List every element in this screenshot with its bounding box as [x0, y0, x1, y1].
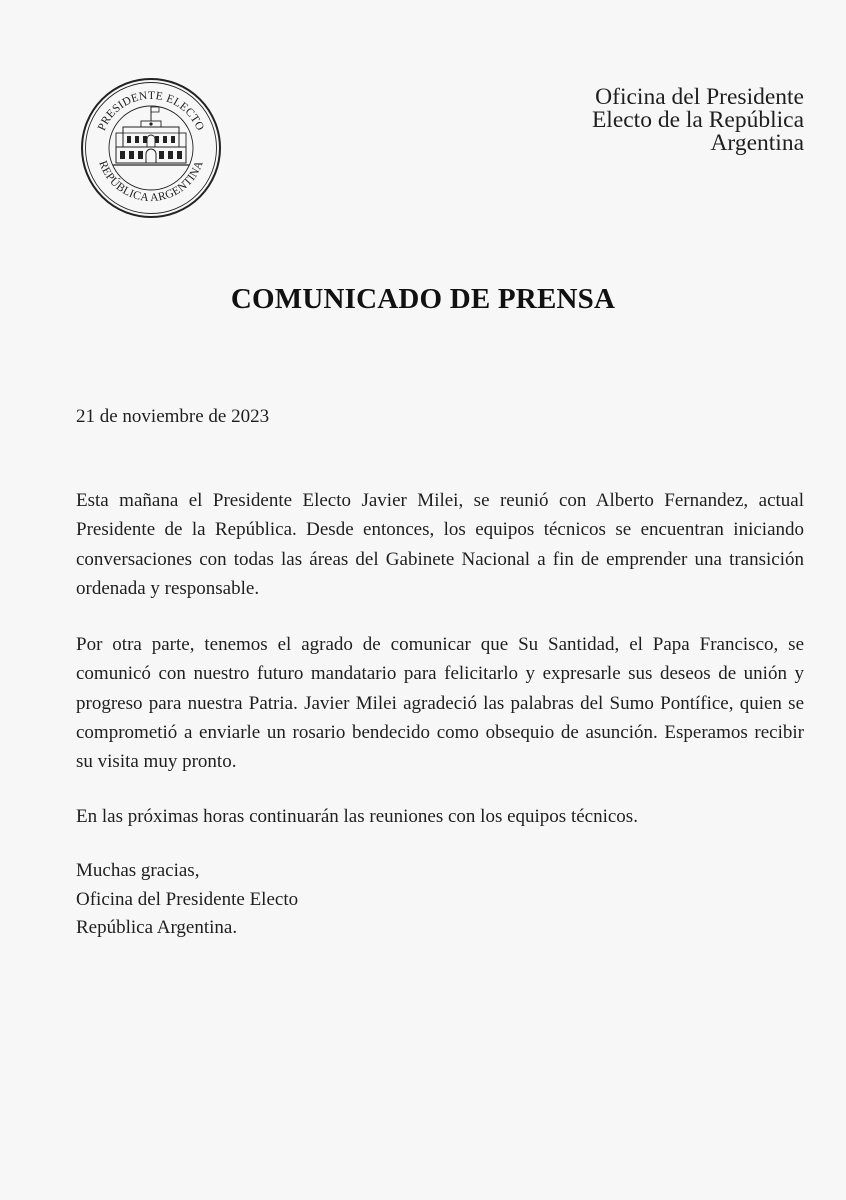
office-heading-line-3: Argentina [710, 130, 804, 156]
closing-line-3: República Argentina. [76, 917, 238, 938]
paragraph-3: En las próximas horas continuarán las reuniones con los equipos técnicos. [76, 806, 638, 827]
paragraph-1: Esta mañana el Presidente Electo Javier Milei, se reunió con Alberto Fernandez, actual Presidente de la República. Desde entonces, los equipos técnicos se encuentran iniciando conversaciones con todas las áreas del Gabinete Nacional a fin de emprender una transición ordenada y responsable. [76, 490, 804, 599]
presidential-seal [80, 77, 222, 219]
seal-text-top: PRESIDENTE ELECTO [95, 89, 207, 133]
closing-signature [76, 857, 298, 943]
document-title: COMUNICADO DE PRENSA [230, 283, 616, 315]
office-heading-line-2: Electo de la República [591, 107, 804, 133]
seal-emblem-icon [80, 77, 222, 219]
office-heading [484, 86, 804, 155]
closing-line-1: Muchas gracias, [76, 860, 200, 881]
closing-line-2: Oficina del Presidente Electo [76, 888, 299, 910]
office-heading-line-1: Oficina del Presidente [595, 84, 804, 110]
seal-text-bottom: REPÚBLICA ARGENTINA [96, 159, 206, 205]
paragraph-2: Por otra parte, tenemos el agrado de comunicar que Su Santidad, el Papa Francisco, se comunicó con nuestro futuro mandatario para felicitarlo y expresarle sus deseos de unión y progreso para nuestra Patria. Javier Milei agradeció las palabras del Sumo Pontífice, quien se comprometió a enviarle un rosario bendecido como obsequio de asunción. Esperamos recibir su visita muy pronto. [76, 634, 804, 773]
document-date: 21 de noviembre de 2023 [76, 406, 270, 427]
